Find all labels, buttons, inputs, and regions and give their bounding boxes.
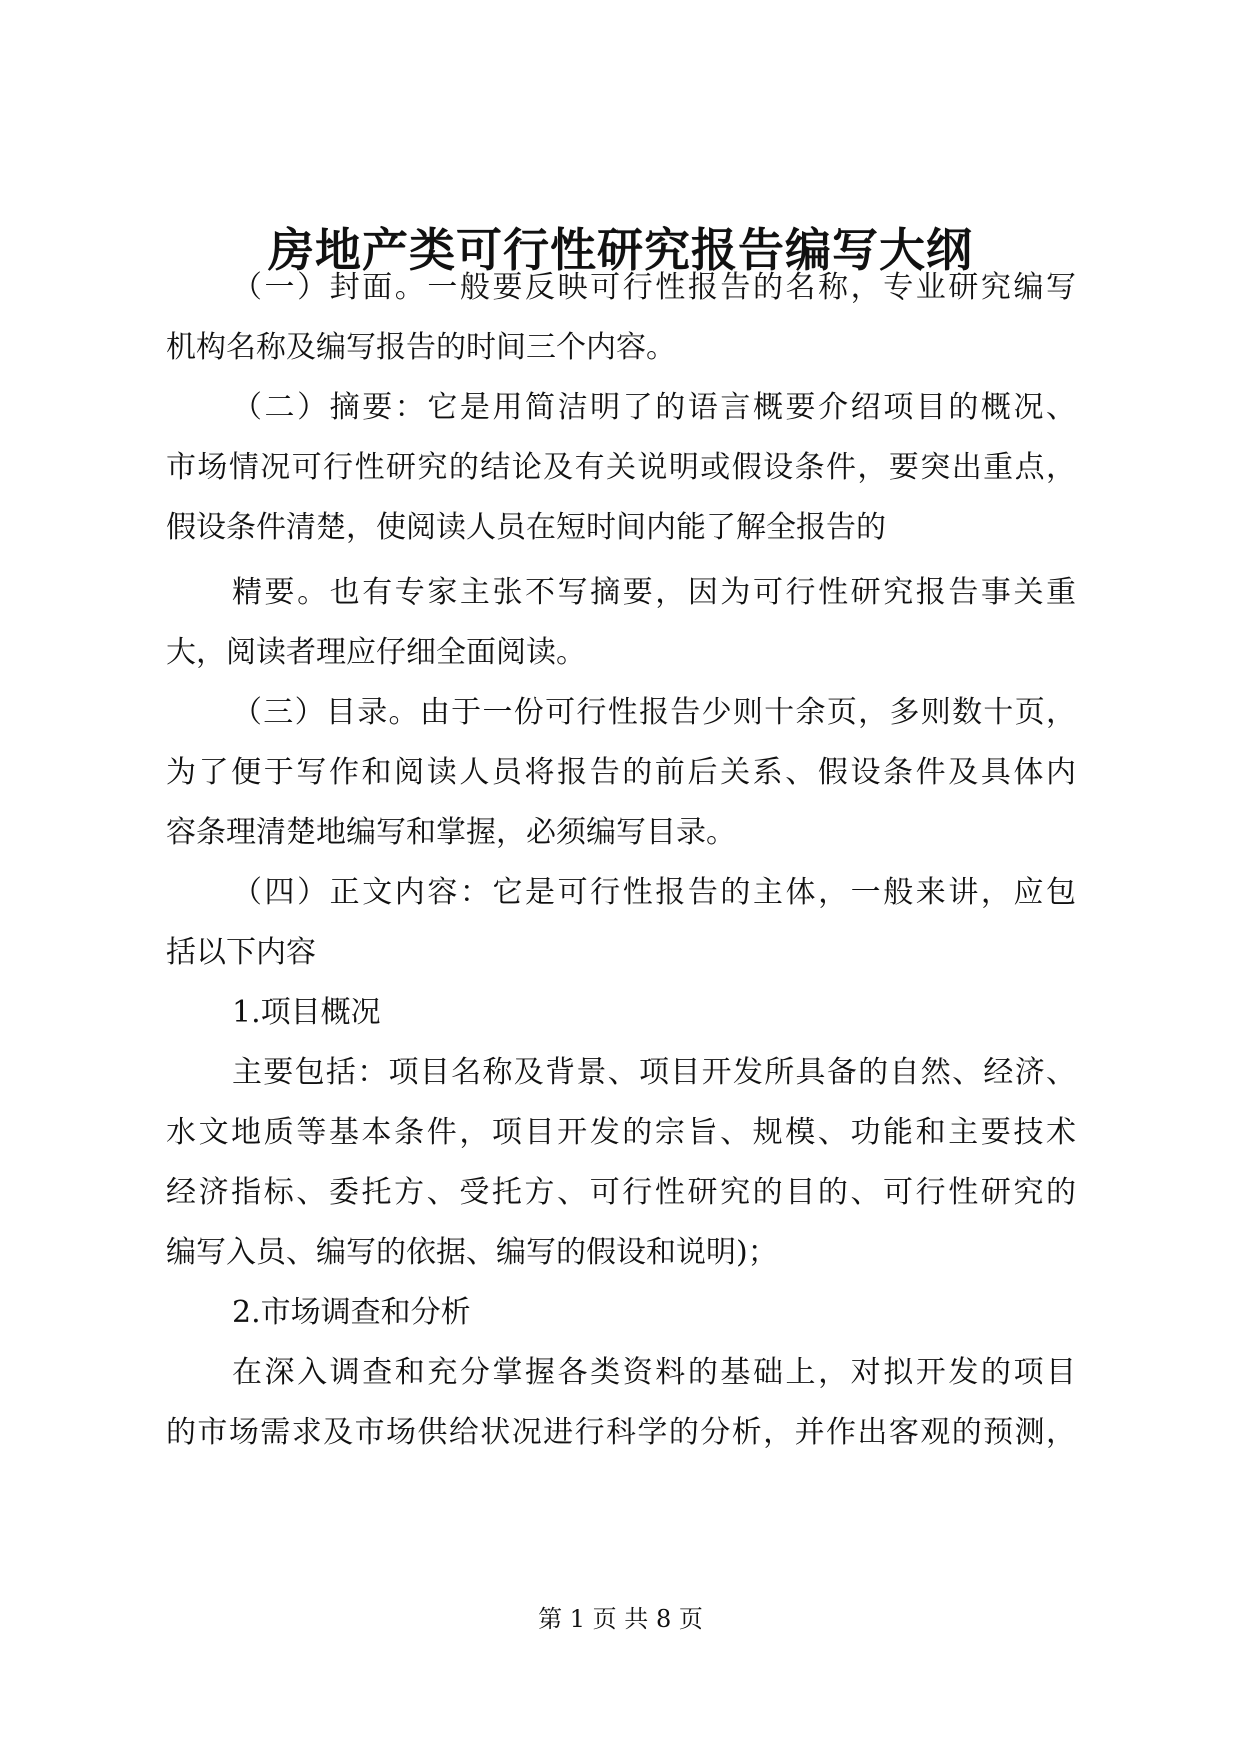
paragraph-line: 括以下内容 [166, 935, 316, 970]
paragraph-line: 精要。也有专家主张不写摘要，因为可行性研究报告事关重 [232, 575, 1076, 610]
paragraph-line: （一）封面。一般要反映可行性报告的名称，专业研究编写 [232, 270, 1076, 305]
paragraph-line: 为了便于写作和阅读人员将报告的前后关系、假设条件及具体内 [166, 755, 1076, 790]
paragraph-line: （二）摘要：它是用简洁明了的语言概要介绍项目的概况、 [232, 390, 1076, 425]
page-number-footer: 第 1 页 共 8 页 [538, 1605, 703, 1633]
paragraph-line: 大，阅读者理应仔细全面阅读。 [166, 635, 586, 670]
paragraph-line: 市场情况可行性研究的结论及有关说明或假设条件，要突出重点， [166, 450, 1076, 485]
section-heading: 2.市场调查和分析 [232, 1295, 471, 1330]
paragraph-line: 的市场需求及市场供给状况进行科学的分析，并作出客观的预测， [166, 1415, 1076, 1450]
paragraph-line: 在深入调查和充分掌握各类资料的基础上，对拟开发的项目 [232, 1355, 1076, 1390]
section-heading: 1.项目概况 [232, 995, 381, 1030]
paragraph-line: 经济指标、委托方、受托方、可行性研究的目的、可行性研究的 [166, 1175, 1076, 1210]
paragraph-line: 机构名称及编写报告的时间三个内容。 [166, 330, 676, 365]
paragraph-line: 容条理清楚地编写和掌握，必须编写目录。 [166, 815, 736, 850]
paragraph-line: 编写入员、编写的依据、编写的假设和说明)； [166, 1235, 778, 1270]
paragraph-line: （四）正文内容：它是可行性报告的主体，一般来讲，应包 [232, 875, 1076, 910]
paragraph-line: （三）目录。由于一份可行性报告少则十余页，多则数十页， [232, 695, 1076, 730]
document-title: 房地产类可行性研究报告编写大纲 [268, 223, 973, 277]
paragraph-line: 假设条件清楚，使阅读人员在短时间内能了解全报告的 [166, 510, 886, 545]
paragraph-line: 主要包括：项目名称及背景、项目开发所具备的自然、经济、 [232, 1055, 1076, 1090]
paragraph-line: 水文地质等基本条件，项目开发的宗旨、规模、功能和主要技术 [166, 1115, 1076, 1150]
